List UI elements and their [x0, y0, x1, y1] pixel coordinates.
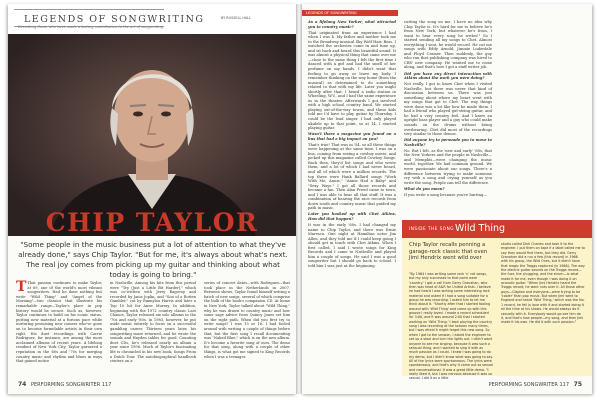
body-text-1: That passion continues to make Taylor, at 69, one of the world's most vibrant songwriters. Had he done nothing but write "Wild Thing" and "Angel of the Morning"—two classics that illustrate his remarkable range—Taylor's place in pop history would be secure. Such as, however, Taylor continues to build on his iconic status, putting new material at a furious pace while nurturing promising new comers who've gone on to become formidable artists in their own right. His duet recordings with Carrie Rodriguez, for instance, are among the most acclaimed albums of recent years. A lifelong resident of New York City, Taylor garnered a reputation in the 60s and '70s for merging country music and rhythm and blues in ways that gained notice: [16, 281, 102, 364]
body-column-3: [204, 281, 290, 373]
left-page-header: [8, 4, 296, 34]
section-bar: [302, 10, 398, 16]
sidebar-text-1: "By 1964 I was writing some rock 'n' roll songs, but my only successes to that point were 'country.' I got a call from Gerry Granahan, who then was head of A&R for United Artists. I believe he had heard I was writing some interesting rock material and asked if I had a song suitable for a group he was recording. I asked him to let me think about it. "Shortly after that I started fooling around with 'Wild Thing' and came up with this groove I really loved. I made a record scheduled for 3:00, and it was around 2:00 that I started working on 'Wild Thing.' I kept playing the country song I was recording at the session many times, but I was afraid it might forget this new song. So when I got to the session, I asked the engineer to set up a stool and turn the lights out. I didn't want anyone to see me singing, because it was such a sensual thing, and I wanted to sing it with as much passion as I could. I knew I was going to do my demo, but I didn't know what was going to say. All of the lyrics were spontaneous. The lyrics were spontaneous, and that's why it came out so sexual and conversational. It was a great little demo. "I really liked it, but I was nervous because it was so sexual. I did it as a little: [409, 272, 493, 381]
article-title: CHIP TAYLOR: [45, 208, 259, 237]
body-column-2: [110, 281, 196, 373]
page-number-left: 74: [18, 381, 27, 388]
byline: BY RUSSELL HALL: [221, 16, 252, 20]
sidebar-column-1: [409, 272, 493, 381]
interview-answer: That's true! That was in '54, so all these things were happening at the same time. I was on a bus, coming from seeing a cowboy movie, and picked up this magazine called Cowboy Songs. Back then, they'd list songs and who wrote them, and a lot of which I had never heard, and all of which were a million records. The top three were Hank Ballard songs "Work With Me, Annie," "Annie Had a Baby" and "Sexy Ways." I got all those records and became a fan. Then Alan Freed came to town, and I was able to hear all that stuff. It was a combination of hearing the race records from down south and country music that guided my path in music.: [308, 142, 396, 211]
interview-answer: Not really. I got to know Chet when I visited Nashville, but there was never that kind of discussion between us. There was just something about where my heart went with my songs that got to Chet. The way things were done was a lot like how he made them. I had a friend who played gut-string guitar, and he had a very country feel. And I knew an upright bass player and a guy who could make sounds on the drums without being overbearing. Chet did most of the recordings very similar to those demos.: [404, 82, 492, 137]
body-text-3: series of concert dates—with Rodriguez—that took place in the Netherlands in 2007. Between shows, Taylor found himself writing a batch of new songs, several of which comprise the bulk of the book's companion CD. At home in New York, Taylor talked about "Wild Thing," why he was drawn to country music and how some sage advice from Quincy Jones set him on the right path. When did you first try to write songs? I was 15 or 16. I had fooled around with writing a couple of things before that, but the first song I recall documenting was "Naked Blue," which is on the new album. It's become a favorite song of ours. The demo for that song, along with a couple of other things, is what got me signed to King Records when I was a teenager.: [204, 281, 290, 359]
interview-question: As a lifelong New Yorker, what attracted you to country music?: [308, 20, 396, 29]
interview-question: Did you have any direct interaction with Atkins about the work you were doing?: [404, 71, 492, 81]
sidebar-intro: Chip Taylor recalls penning a garage-rock classic that even Jimi Hendrix went wild over: [409, 242, 488, 262]
sidebar-kicker: INSIDE THE SONG: [409, 226, 454, 231]
section-tagline: Revisiting those who have made a lasting contribution to the art of songwriting: [18, 25, 164, 29]
page-number-right: 75: [573, 381, 582, 388]
folio-left: [18, 381, 111, 388]
section-bar-label: LEGENDS OF SONGWRITING: [306, 10, 357, 15]
interview-question: Did anyone try to persuade you to move to Nashville?: [404, 138, 492, 147]
portrait-illustration: [8, 34, 296, 236]
inside-the-song-sidebar: [402, 220, 592, 381]
interview-answer: cutting the song on me. I have no idea why Chip Taylor is. It's hard for me to believe he's from New York, but whatever he's from, I want to hear every song he writes!" So I started sending all my songs to Chet. Almost everything I sent, he would record. He cut me songs with Eddy Arnold, Jimmie Luderdale and Floyd Cramer. Then suddenly, the guy who ran that publishing company was hired to CBS' new company. He wanted me to come along, and that's how I got a staff writer job.: [404, 20, 492, 70]
portrait-photo: [8, 34, 296, 236]
sidebar-header: [402, 220, 592, 238]
interview-question: What do you mean?: [404, 186, 445, 191]
drop-cap: T: [16, 279, 27, 295]
left-body-columns: [16, 281, 290, 373]
interview-answer: No. But I felt, as the 'new and early' '60s, that the New Yorkers and the people in Nashville—and Memphis—were changing the music world, together. We had common ground. We were passionate about our songs. There's a difference between trying to make someone cry with a song and crying yourself as you write the song. People can tell the difference.: [404, 148, 492, 185]
body-column-1: [16, 281, 102, 373]
interview-answer: If you write a song because you're hurting—: [404, 192, 488, 197]
folio-left-label: PERFORMING SONGWRITER 117: [30, 382, 112, 388]
right-page: [302, 4, 592, 394]
sidebar-column-2: [501, 242, 585, 372]
interview-question: Later you hooked up with Chet Atkins. How did that happen?: [308, 212, 396, 221]
interview-question: Wasn't there a magazine you found on a bus that had a big impact on you?: [308, 132, 396, 141]
section-logo-text: LEGENDS OF SONGWRITING: [24, 14, 205, 25]
sidebar-text-2: studio called Dick Charles and took it to the engineer. I put them on tape if a label called me to say they would find them, but they did. Gerry Granahan did a run a few (this record) in 1966 with his group, the Wild Ones, but it didn't have that magic the Troggs captured (in 1966). The way the electric guitar sounds on the Troggs record—the fuzz, the chugging, and the strum—is what made it for me, even though I was doing it on acoustic guitar. "When Jimi Hendrix heard the Troggs record, he went nuts over it. All those other guys—Clapton and everyone—were trying to be 'cooler' than pop music. But when Jimi went to England and heard 'Wild Thing,' which was the No. 1 record, he fell in love with it and started doing it all the time at his shows. He would always do it sexually with it. Everybody would go see him do it, and that's how people—my song, and then Jimi made it his own. He did it with such passion.": [501, 242, 585, 325]
body-text-2: in Nashville. Among his hits from this period were "Try (Just a Little Bit Harder)," which was co-written with Jerry Ragovoy and recorded by Janis Joplin, and "Son of a Rotten Gambler," cut by Emmylou Harris and later a Top 10 hit for Anne Murray. In addition, beginning with the 1972 country classic Last Chance, Taylor released six solo albums in the '70s and early '80s. In 1983, however, he put aside music entirely to focus on a successful gambling career. Thirteen years later, his songwriting muse returned, and he wrote the sounds and Hayden tables for good. Counting duet CDs, he's released nearly an album a year since 1996. Much of Taylor's fascinating life is chronicled in his new book, Songs From a Dutch Tour. The autobiographical handbook centers on a: [110, 281, 196, 364]
body-column-right-1: [308, 20, 396, 380]
body-text: [16, 281, 102, 364]
left-page: [8, 4, 296, 394]
folio-right-label: PERFORMING SONGWRITER 117: [488, 382, 570, 388]
sidebar-title: Wild Thing: [455, 223, 506, 234]
body-column-right-2: [404, 20, 492, 216]
interview-answer: It was in the early '60s. I had changed my name to Chip Taylor, and there was Ernie Maresca. One night at Hamilton actor Jim Allen, and they told me if I could keep going I should get in touch with Chet Atkins. When I first called, I said I wrote songs for King Records and I came to Nashville and played him a couple of songs. He said I was a good songwriter but I should go back to school. I told him I was just at the beginning.: [308, 223, 396, 268]
pull-quote: "Some people in the music business put a lot of attention to what they've already done," says Chip Taylor. "But for me, it's always about what's next. The real joy comes from picking up my guitar and thinking about what today is going to bring.": [18, 240, 288, 279]
interview-answer: That originated from an experience I had when I was 4. My father and mother took me to the Broadway musical Sky Wolf Hair. Boss. I watched the orchestra come in and tune up, and sit back and heard this beautiful sound. It was almost a physical thing that came over me—close to the same thing I felt the first time I danced with a girl and had the smell of her perfume on my hands. I didn't want that feeling to go away or leave my body. I remember thinking on the way home (from the musical) as determined to do something related to that with my life. Later you might shortly after that, I heard a radio station in Wheeling, W.V., and I had the same experience as in the theater. Afterwards I got involved with a high school country band. We started playing out-of-the-way towns, and these kids told me I'd have to play guitar by Thursday. I could be the lead singer. I had only played ukulele up to that point, so at 14, I started playing guitar.: [308, 30, 396, 131]
folio-right: [489, 381, 582, 388]
